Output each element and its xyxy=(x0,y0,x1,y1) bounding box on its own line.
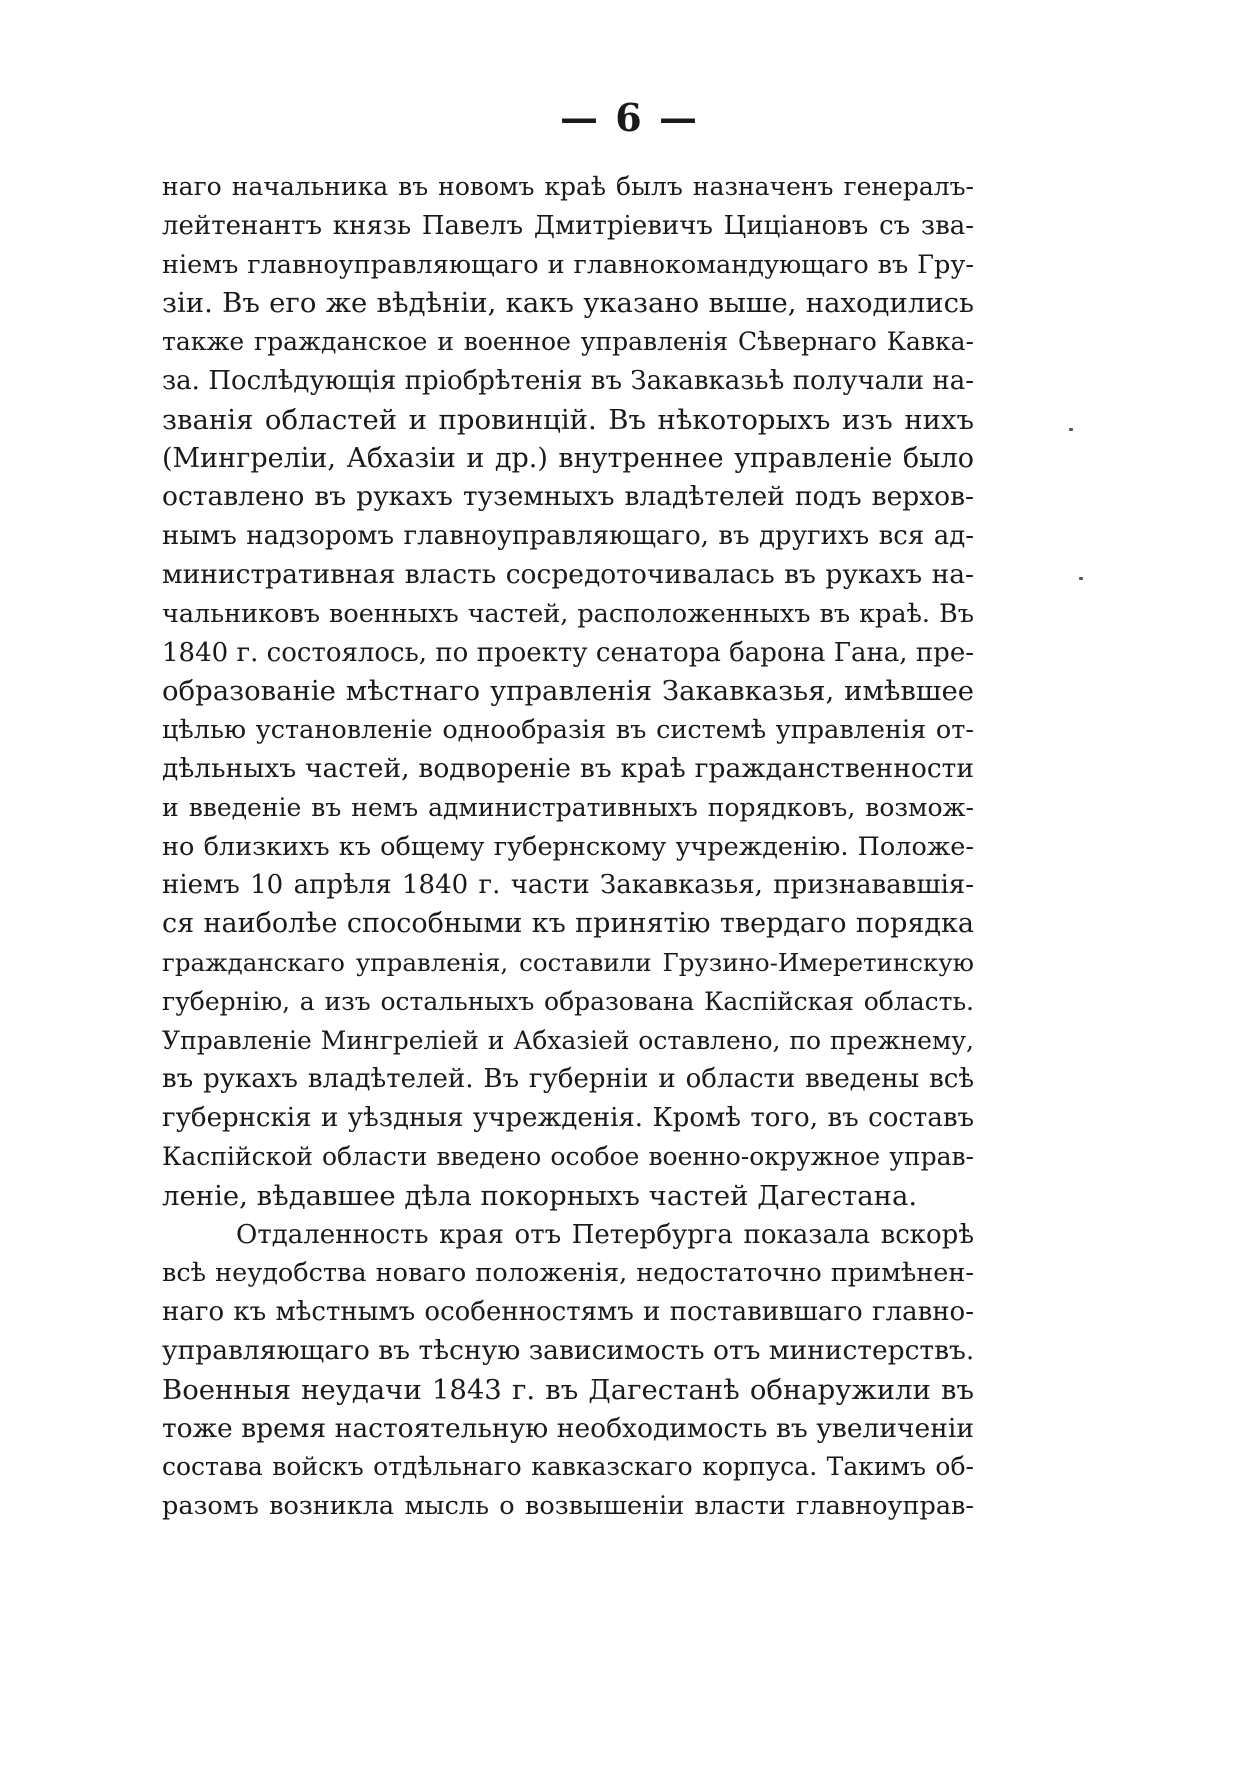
scan-speck xyxy=(1079,577,1083,580)
text-line: цѣлью установленіе однообразія въ системѣ управленія от- xyxy=(162,715,974,746)
text-line: управляющаго въ тѣсную зависимость отъ министерствъ. xyxy=(162,1334,974,1366)
text-line: за. Послѣдующія пріобрѣтенія въ Закавказьѣ получали на- xyxy=(162,365,974,396)
text-line: зіи. Въ его же вѣдѣніи, какъ указано выше, находились xyxy=(162,287,974,320)
text-line: губернію, а изъ остальныхъ образована Каспійская область. xyxy=(162,986,974,1016)
text-line: губернскія и уѣздныя учрежденія. Кромѣ того, въ составъ xyxy=(162,1103,974,1134)
text-line: разомъ возникла мысль о возвышеніи власти главноуправ- xyxy=(162,1491,974,1522)
text-line: дѣльныхъ частей, водвореніе въ краѣ гражданственности xyxy=(162,752,974,784)
text-line: чальниковъ военныхъ частей, расположенныхъ въ краѣ. Въ xyxy=(162,598,974,629)
text-line: Управленіе Мингреліей и Абхазіей оставлено, по прежнему, xyxy=(162,1025,974,1055)
text-line: тоже время настоятельную необходимость въ увеличеніи xyxy=(162,1412,974,1444)
text-line: 1840 г. состоялось, по проекту сенатора барона Гана, пре- xyxy=(162,637,974,668)
text-line: нымъ надзоромъ главноуправляющаго, въ другихъ вся ад- xyxy=(162,521,974,552)
text-line: ніемъ главноуправляющаго и главнокомандующаго въ Гру- xyxy=(162,249,974,280)
text-line: Каспійской области введено особое военно-окружное управ- xyxy=(162,1141,974,1171)
scan-speck xyxy=(1069,428,1073,431)
text-line: въ рукахъ владѣтелей. Въ губерніи и области введены всѣ xyxy=(162,1064,974,1095)
text-line: лейтенантъ князь Павелъ Дмитріевичъ Циціановъ съ зва- xyxy=(162,210,974,241)
text-line: гражданскаго управленія, составили Грузино-Имеретинскую xyxy=(162,947,974,977)
text-line: и введеніе въ немъ административныхъ порядковъ, возмож- xyxy=(162,792,974,822)
text-line: наго къ мѣстнымъ особенностямъ и поставившаго главно- xyxy=(162,1297,974,1328)
text-line: ніемъ 10 апрѣля 1840 г. части Закавказья, признававшія- xyxy=(162,870,974,901)
text-line: но близкихъ къ общему губернскому учрежденію. Положе- xyxy=(162,831,974,862)
paragraph-first-line: Отдаленность края отъ Петербурга показала вскорѣ xyxy=(236,1219,974,1250)
text-line: наго начальника въ новомъ краѣ былъ назначенъ генералъ- xyxy=(162,172,974,201)
body-text xyxy=(162,168,974,1526)
text-line: всѣ неудобства новаго положенія, недостаточно примѣнен- xyxy=(162,1258,974,1289)
text-line: министративная власть сосредоточивалась въ рукахъ на- xyxy=(162,558,974,590)
text-line: образованіе мѣстнаго управленія Закавказья, имѣвшее xyxy=(162,675,974,708)
text-line: ся наиболѣе способными къ принятію твердаго порядка xyxy=(162,908,974,940)
text-line: также гражданское и военное управленія Сѣвернаго Кавка- xyxy=(162,327,974,357)
text-line: званія областей и провинцій. Въ нѣкоторыхъ изъ нихъ xyxy=(162,403,974,436)
text-line: состава войскъ отдѣльнаго кавказскаго корпуса. Такимъ об- xyxy=(162,1452,974,1482)
text-line: оставлено въ рукахъ туземныхъ владѣтелей подъ верхов- xyxy=(162,481,974,513)
paragraph-last-line: леніе, вѣдавшее дѣла покорныхъ частей Дагестана. xyxy=(162,1179,918,1212)
page-number: — 6 — xyxy=(560,95,699,140)
text-line: (Мингреліи, Абхазіи и др.) внутреннее управленіе было xyxy=(162,442,974,474)
text-line: Военныя неудачи 1843 г. въ Дагестанѣ обнаружили въ xyxy=(162,1373,974,1406)
